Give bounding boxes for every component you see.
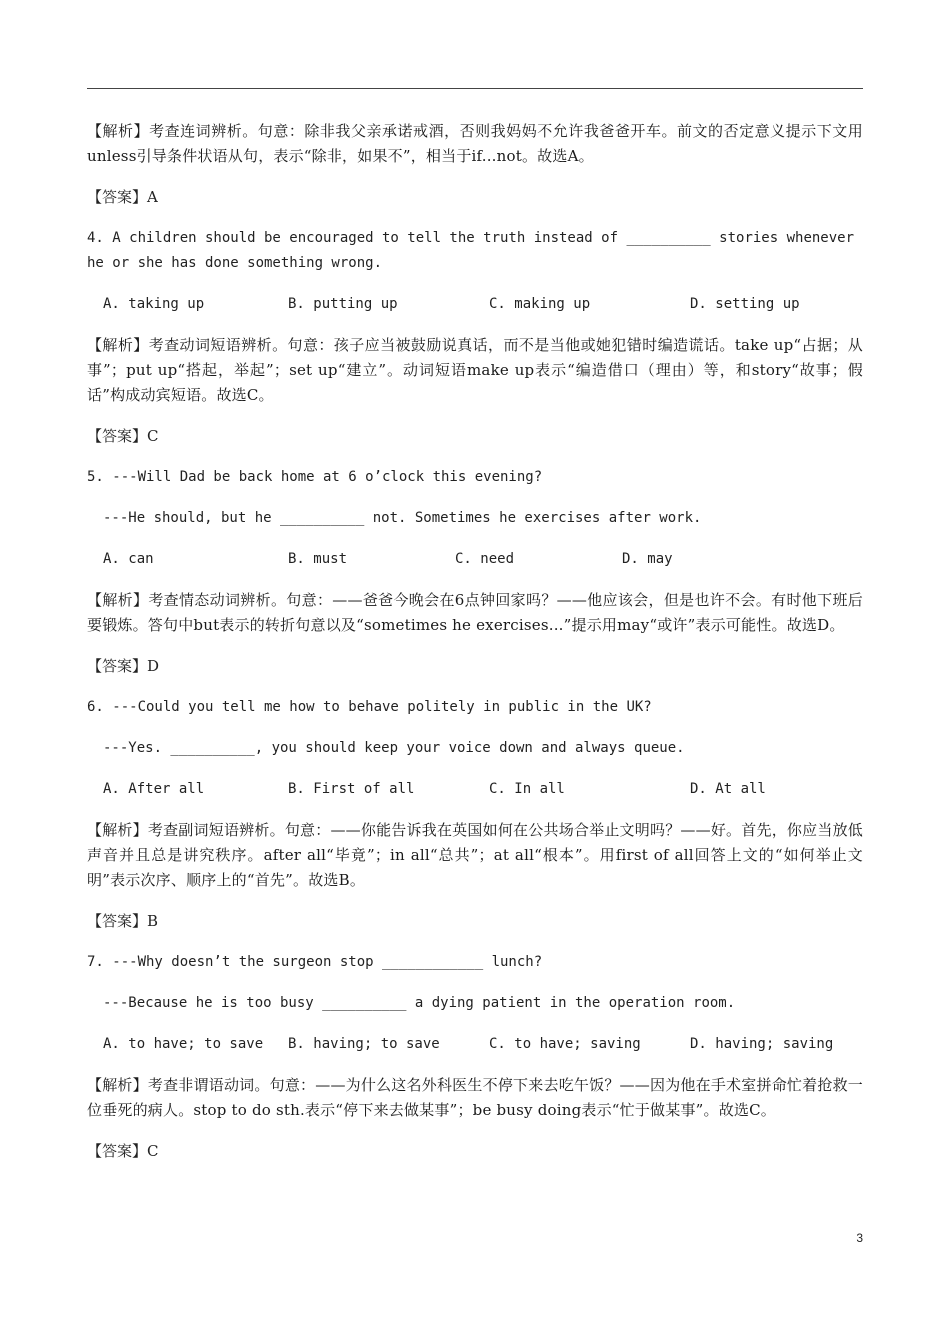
option-d: D. setting up bbox=[690, 296, 800, 312]
question-6: 6. ---Could you tell me how to behave politely in public in the UK? bbox=[87, 699, 652, 715]
options-q6 bbox=[87, 777, 863, 802]
option-c: C. In all bbox=[489, 781, 565, 797]
option-c: C. need bbox=[455, 551, 515, 567]
analysis-q5: 【解析】考查情态动词辨析。句意：——爸爸今晚会在6点钟回家吗？——他应该会，但是也许不会。有时他下班后要锻炼。答句中but表示的转折句意以及“sometimes he exercises...”提示用may“或许”表示可能性。故选D。 bbox=[87, 591, 863, 634]
document-content bbox=[87, 119, 863, 1164]
option-a: A. can bbox=[103, 551, 154, 567]
question-7: 7. ---Why doesn’t the surgeon stop ____________ lunch? bbox=[87, 954, 543, 970]
analysis-q3: 【解析】考查连词辨析。句意：除非我父亲承诺戒酒，否则我妈妈不允许我爸爸开车。前文的否定意义提示下文用unless引导条件状语从句，表示“除非，如果不”，相当于if...not。故选A。 bbox=[87, 122, 863, 165]
answer-q6: 【答案】B bbox=[87, 912, 159, 930]
analysis-q7: 【解析】考查非谓语动词。句意：——为什么这名外科医生不停下来去吃午饭？——因为他在手术室拼命忙着抢救一位垂死的病人。stop to do sth.表示“停下来去做某事”；be busy doing表示“忙于做某事”。故选C。 bbox=[87, 1076, 863, 1119]
options-q5 bbox=[87, 547, 863, 572]
header-rule bbox=[87, 88, 863, 89]
option-b: B. First of all bbox=[288, 781, 415, 797]
option-b: B. must bbox=[288, 551, 348, 567]
option-c: C. to have; saving bbox=[489, 1036, 641, 1052]
question-5: 5. ---Will Dad be back home at 6 o’clock this evening? bbox=[87, 469, 543, 485]
options-q4 bbox=[87, 292, 863, 317]
option-a: A. to have; to save bbox=[103, 1036, 264, 1052]
option-b: B. having; to save bbox=[288, 1036, 440, 1052]
question-4: 4. A children should be encouraged to tell the truth instead of __________ stories whenever he or she has done something wrong. bbox=[87, 230, 863, 271]
reply-q5: ---He should, but he __________ not. Sometimes he exercises after work. bbox=[103, 510, 702, 526]
option-d: D. may bbox=[622, 551, 673, 567]
answer-q4: 【答案】C bbox=[87, 427, 159, 445]
option-b: B. putting up bbox=[288, 296, 398, 312]
option-d: D. At all bbox=[690, 781, 766, 797]
answer-q7: 【答案】C bbox=[87, 1142, 159, 1160]
reply-q6: ---Yes. __________, you should keep your voice down and always queue. bbox=[103, 740, 685, 756]
reply-q7: ---Because he is too busy __________ a dying patient in the operation room. bbox=[103, 995, 736, 1011]
answer-q3: 【答案】A bbox=[87, 188, 158, 206]
page-number: 3 bbox=[856, 1231, 863, 1245]
analysis-q6: 【解析】考查副词短语辨析。句意：——你能告诉我在英国如何在公共场合举止文明吗？——好。首先，你应当放低声音并且总是讲究秩序。after all“毕竟”；in all“总共”；at all“根本”。用first of all回答上文的“如何举止文明”表示次序、顺序上的“首先”。故选B。 bbox=[87, 821, 863, 889]
option-a: A. taking up bbox=[103, 296, 205, 312]
option-c: C. making up bbox=[489, 296, 591, 312]
answer-q5: 【答案】D bbox=[87, 657, 160, 675]
analysis-q4: 【解析】考查动词短语辨析。句意：孩子应当被鼓励说真话，而不是当他或她犯错时编造谎话。take up“占据；从事”；put up“搭起，举起”；set up“建立”。动词短语make up表示“编造借口（理由）等，和story“故事；假话”构成动宾短语。故选C。 bbox=[87, 336, 863, 404]
option-d: D. having; saving bbox=[690, 1036, 834, 1052]
option-a: A. After all bbox=[103, 781, 205, 797]
options-q7 bbox=[87, 1032, 863, 1057]
